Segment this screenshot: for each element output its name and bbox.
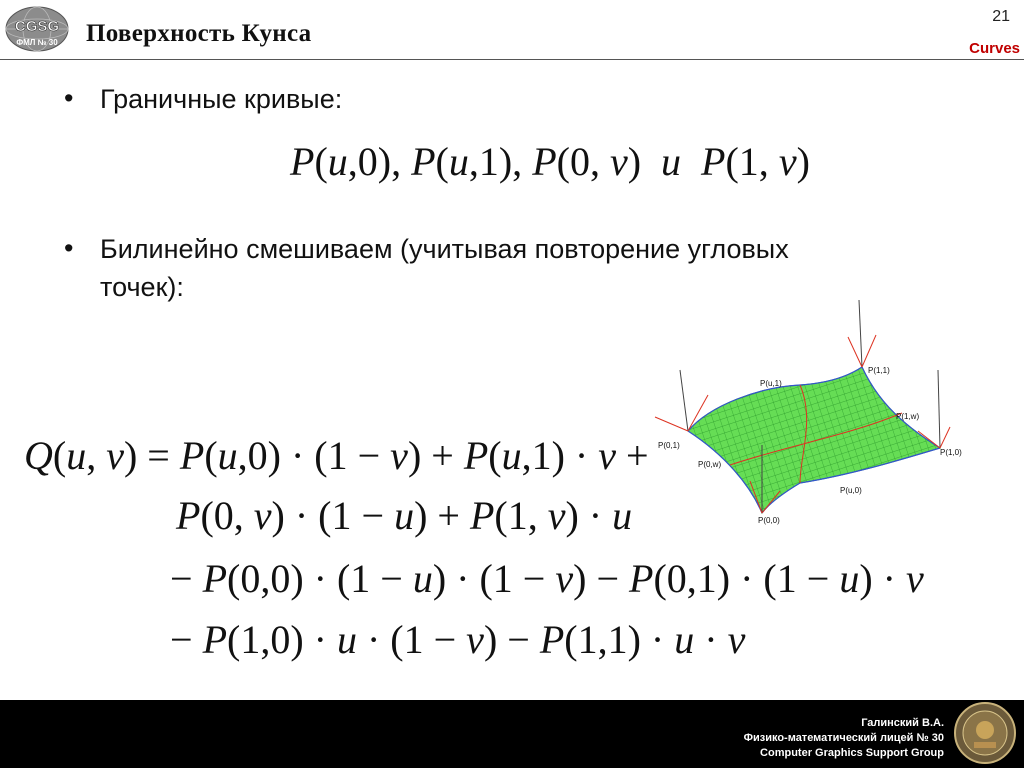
boundary-curves-formula: P(u,0), P(u,1), P(0, v) и P(1, v) bbox=[290, 139, 810, 184]
cgsg-logo-icon bbox=[4, 5, 70, 55]
logo-subtext: ФМЛ № 30 bbox=[16, 38, 58, 47]
coons-formula-line-4: − P(1,0) · u · (1 − v) − P(1,1) · u · v bbox=[170, 617, 746, 662]
lyceum-seal-icon bbox=[952, 700, 1018, 766]
footer-credits bbox=[744, 716, 944, 761]
header-divider bbox=[0, 59, 1024, 60]
coons-formula-line-1: Q(u, v) = P(u,0) · (1 − v) + P(u,1) · v + bbox=[24, 433, 649, 478]
bullet-marker: • bbox=[64, 233, 74, 263]
slide-title: Поверхность Кунса bbox=[86, 20, 312, 47]
page-number: 21 bbox=[992, 8, 1010, 25]
footer-group: Computer Graphics Support Group bbox=[760, 747, 944, 759]
label-p0w: P(0,w) bbox=[698, 460, 722, 469]
label-p1w: P(1,w) bbox=[896, 412, 920, 421]
label-pu0: P(u,0) bbox=[840, 486, 862, 495]
coons-formula-line-3: − P(0,0) · (1 − u) · (1 − v) − P(0,1) · (1 − u) · v bbox=[170, 556, 924, 601]
label-p01: P(0,1) bbox=[658, 441, 680, 450]
bullet-boundary-curves: Граничные кривые: bbox=[100, 84, 343, 114]
bullet-marker: • bbox=[64, 83, 74, 113]
coons-surface-figure bbox=[650, 295, 980, 527]
footer-school: Физико-математический лицей № 30 bbox=[743, 732, 944, 744]
label-p10: P(1,0) bbox=[940, 448, 962, 457]
coons-formula-line-2: P(0, v) · (1 − u) + P(1, v) · u bbox=[176, 493, 633, 538]
label-p11: P(1,1) bbox=[868, 366, 890, 375]
section-label: Curves bbox=[969, 40, 1020, 57]
label-pu1: P(u,1) bbox=[760, 379, 782, 388]
bullet-bilinear-blend: Билинейно смешиваем (учитывая повторение угловых точек): bbox=[100, 234, 789, 302]
footer-author: Галинский В.А. bbox=[861, 717, 944, 729]
label-p00: P(0,0) bbox=[758, 516, 780, 525]
logo-text: CGSG bbox=[14, 18, 60, 35]
